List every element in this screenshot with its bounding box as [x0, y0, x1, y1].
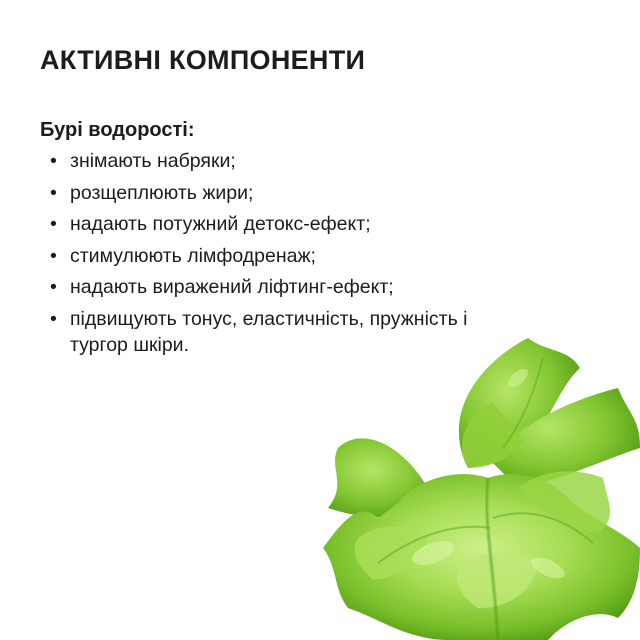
seaweed-photo: [318, 318, 640, 640]
bullet-icon: •: [50, 307, 57, 330]
bullet-icon: •: [50, 276, 57, 298]
page-title: АКТИВНІ КОМПОНЕНТИ: [40, 45, 366, 75]
list-item: [40, 243, 480, 269]
list-item: [40, 274, 480, 300]
list-item-text: розщеплюють жири;: [70, 181, 254, 204]
list-item: [40, 148, 480, 174]
list-item-text: знімають набряки;: [70, 150, 236, 172]
list-item: [40, 180, 480, 206]
bullet-icon: •: [50, 213, 57, 235]
list-item-text: надають виражений ліфтинг-ефект;: [70, 276, 394, 298]
bullet-icon: •: [50, 244, 57, 267]
bullet-icon: •: [50, 181, 57, 204]
list-item-text: надають потужний детокс-ефект;: [70, 213, 371, 235]
list-item-text: підвищують тонус, еластичність, пружність і тургор шкіри.: [70, 307, 468, 356]
list-item-text: стимулюють лімфодренаж;: [70, 244, 316, 267]
section-title: Бурі водорості:: [40, 119, 195, 141]
list-item: [40, 211, 480, 237]
bullet-icon: •: [50, 150, 57, 172]
